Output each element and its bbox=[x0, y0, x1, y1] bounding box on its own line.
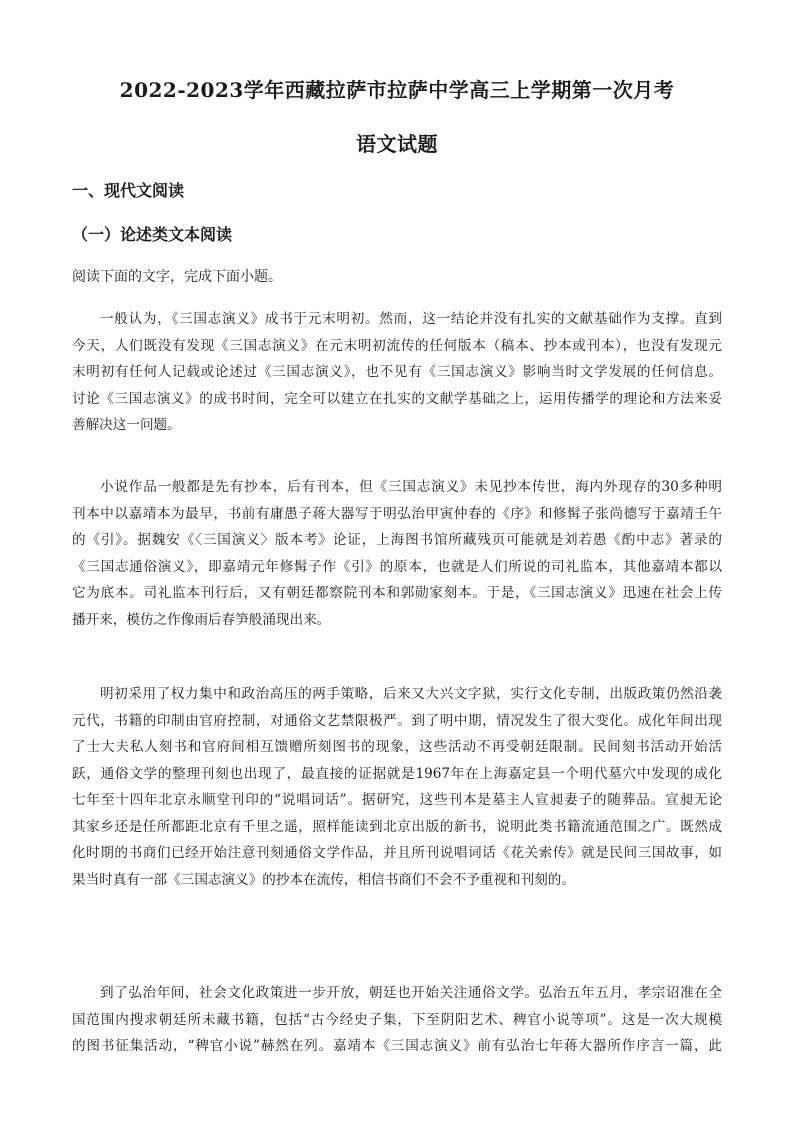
document-subtitle: 语文试题 bbox=[356, 132, 438, 156]
passage-paragraph-2 bbox=[72, 474, 722, 633]
text-line: 讨论《三国志演义》的成书时间，完全可以建立在扎实的文献学基础之上，运用传播学的理论和方法来妥 bbox=[72, 390, 722, 407]
text-line: 跃，通俗文学的整理刊刻也出现了，最直接的证据就是1967年在上海嘉定县一个明代墓穴中发现的成化 bbox=[72, 765, 722, 782]
text-line: 刊本中以嘉靖本为最早，书前有庸愚子蒋大器写于明弘治甲寅仲春的《序》和修髯子张尚德写于嘉靖壬午 bbox=[72, 505, 722, 522]
text-line: 元代，书籍的印制由官府控制，对通俗文艺禁限极严。到了明中期，情况发生了很大变化。成化年间出现 bbox=[72, 712, 722, 729]
text-line: 它为底本。司礼监本刊行后，又有朝廷都察院刊本和郭勋家刻本。于是，《三国志演义》迅速在社会上传 bbox=[72, 585, 722, 601]
text-line: 到了弘治年间，社会文化政策进一步开放，朝廷也开始关注通俗文学。弘治五年五月，孝宗诏准在全 bbox=[100, 985, 722, 1001]
document-title: 2022-2023学年西藏拉萨市拉萨中学高三上学期第一次月考 bbox=[119, 78, 675, 102]
text-line: 的图书征集活动，“稗官小说”赫然在列。嘉靖本《三国志演义》前有弘治七年蒋大器所作序言一篇，此 bbox=[72, 1038, 722, 1054]
text-line: 末明初有任何人记载或论述过《三国志演义》，也不见有《三国志演义》影响当时文学发展的任何信息。 bbox=[72, 364, 722, 380]
passage-paragraph-1 bbox=[72, 306, 722, 439]
section-heading: 一、现代文阅读 bbox=[72, 181, 185, 200]
text-line: 一般认为，《三国志演义》成书于元末明初。然而，这一结论并没有扎实的文献基础作为支撑。直到 bbox=[100, 311, 722, 327]
text-line: 果当时真有一部《三国志演义》的抄本在流传，相信书商们不会不予重视和刊刻的。 bbox=[72, 871, 575, 888]
text-line: 国范围内搜求朝廷所未藏书籍，包括“古今经史子集，下至阴阳艺术、稗官小说等项”。这是一次大规模 bbox=[72, 1011, 722, 1028]
subsection-heading: （一）论述类文本阅读 bbox=[72, 225, 233, 244]
text-line: 了士大夫私人刻书和官府间相互馈赠所刻图书的现象，这些活动不再受朝廷限制。民间刻书活动开始活 bbox=[72, 739, 722, 755]
text-line: 播开来，模仿之作像雨后春笋般涌现出来。 bbox=[72, 611, 331, 628]
text-line: 《三国志通俗演义》，即嘉靖元年修髯子作《引》的原本，也就是人们所说的司礼监本，其他嘉靖本都以 bbox=[72, 558, 722, 575]
text-line: 化时期的书商们已经开始注意刊刻通俗文学作品，并且所刊说唱词话《花关索传》就是民间三国故事，如 bbox=[72, 845, 722, 861]
text-line: 其家乡还是任所都距北京有千里之遥，照样能读到北京出版的新书，说明此类书籍流通范围之广。既然成 bbox=[72, 818, 722, 835]
text-line: 善解决这一问题。 bbox=[72, 417, 181, 433]
text-line: 小说作品一般都是先有抄本，后有刊本，但《三国志演义》未见抄本传世，海内外现存的30多种明 bbox=[100, 479, 722, 495]
passage-paragraph-3 bbox=[72, 681, 722, 893]
reading-instruction: 阅读下面的文字，完成下面小题。 bbox=[72, 269, 282, 285]
text-line: 今天，人们既没有发现《三国志演义》在元末明初流传的任何版本（稿本、抄本或刊本），也没有发现元 bbox=[72, 337, 722, 354]
passage-paragraph-4 bbox=[72, 980, 722, 1060]
text-line: 七年至十四年北京永顺堂刊印的“说唱词话”。据研究，这些刊本是墓主人宣昶妻子的随葬品。宣昶无论 bbox=[72, 792, 722, 808]
text-line: 的《引》。据魏安《〈三国演义〉版本考》论证，上海图书馆所藏残页可能就是刘若愚《酌中志》著录的 bbox=[72, 532, 722, 548]
text-line: 明初采用了权力集中和政治高压的两手策略，后来又大兴文字狱，实行文化专制，出版政策仍然沿袭 bbox=[100, 686, 722, 702]
